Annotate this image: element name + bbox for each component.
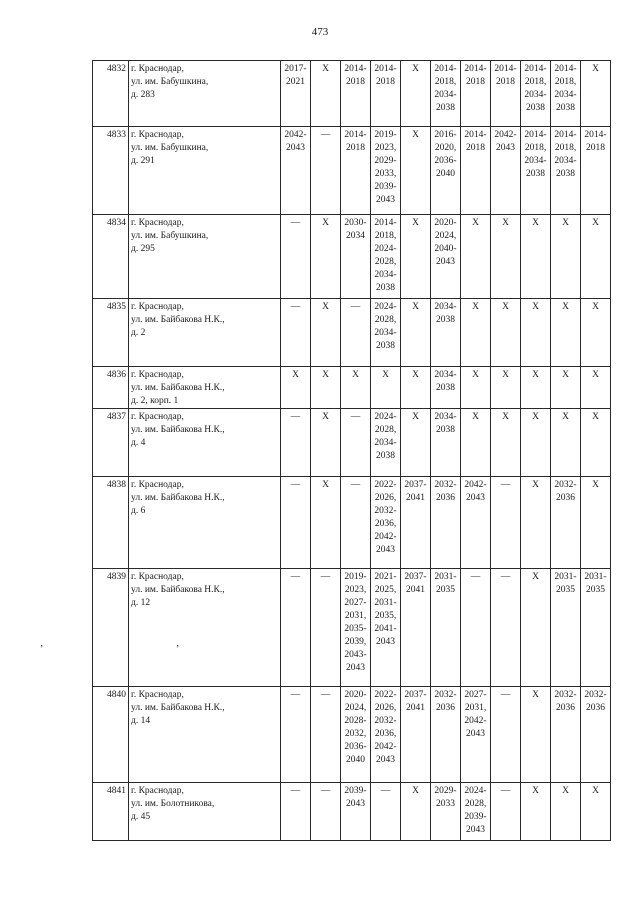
- schedule-cell-c7: 2024- 2028, 2039- 2043: [461, 783, 491, 841]
- table-row: [93, 299, 611, 367]
- schedule-cell-c11: X: [581, 215, 611, 299]
- schedule-cell-c9: 2014- 2018, 2034- 2038: [521, 127, 551, 215]
- schedule-cell-c5: X: [401, 783, 431, 841]
- schedule-cell-c2: X: [311, 367, 341, 409]
- schedule-cell-c4: 2019- 2023, 2029- 2033, 2039- 2043: [371, 127, 401, 215]
- address-cell: [129, 477, 281, 569]
- page-number: 473: [311, 26, 329, 38]
- schedule-cell-c6: 2032- 2036: [431, 687, 461, 783]
- schedule-cell-c3: —: [341, 477, 371, 569]
- schedule-cell-c9: X: [521, 569, 551, 687]
- schedule-cell-c10: X: [551, 783, 581, 841]
- row-number: 4833: [93, 127, 129, 215]
- schedule-cell-c7: 2042- 2043: [461, 477, 491, 569]
- schedule-cell-c2: —: [311, 127, 341, 215]
- row-number: 4841: [93, 783, 129, 841]
- row-number: 4834: [93, 215, 129, 299]
- address-line: д. 4: [131, 438, 146, 448]
- row-number: 4836: [93, 367, 129, 409]
- schedule-cell-c2: X: [311, 409, 341, 477]
- schedule-cell-c11: X: [581, 783, 611, 841]
- schedule-cell-c5: X: [401, 299, 431, 367]
- address-line: ул. им. Бабушкина,: [131, 77, 209, 87]
- schedule-cell-c1: X: [281, 367, 311, 409]
- address-line: ул. им. Байбакова Н.К.,: [131, 425, 225, 435]
- address-line: г. Краснодар,: [131, 218, 184, 228]
- schedule-cell-c4: —: [371, 783, 401, 841]
- schedule-cell-c1: —: [281, 687, 311, 783]
- address-line: г. Краснодар,: [131, 64, 184, 74]
- table-row: [93, 215, 611, 299]
- schedule-cell-c3: 2014- 2018: [341, 127, 371, 215]
- table-row: [93, 783, 611, 841]
- schedule-cell-c7: 2014- 2018: [461, 61, 491, 127]
- schedule-cell-c7: X: [461, 367, 491, 409]
- schedule-cell-c11: X: [581, 477, 611, 569]
- schedule-cell-c11: X: [581, 367, 611, 409]
- address-cell: [129, 299, 281, 367]
- schedule-cell-c5: 2037- 2041: [401, 477, 431, 569]
- scan-speck: ʼ: [176, 644, 180, 655]
- schedule-cell-c3: X: [341, 367, 371, 409]
- schedule-cell-c10: X: [551, 215, 581, 299]
- schedule-cell-c9: X: [521, 367, 551, 409]
- schedule-cell-c5: X: [401, 127, 431, 215]
- row-number: 4835: [93, 299, 129, 367]
- address-line: д. 291: [131, 156, 155, 166]
- schedule-cell-c11: X: [581, 409, 611, 477]
- schedule-cell-c7: X: [461, 215, 491, 299]
- schedule-cell-c5: X: [401, 367, 431, 409]
- row-number: 4832: [93, 61, 129, 127]
- schedule-cell-c10: 2014- 2018, 2034- 2038: [551, 127, 581, 215]
- schedule-cell-c7: 2027- 2031, 2042- 2043: [461, 687, 491, 783]
- schedule-cell-c9: X: [521, 477, 551, 569]
- table-row: [93, 367, 611, 409]
- address-line: д. 45: [131, 812, 151, 822]
- schedule-cell-c4: 2021- 2025, 2031- 2035, 2041- 2043: [371, 569, 401, 687]
- address-line: г. Краснодар,: [131, 480, 184, 490]
- schedule-cell-c5: 2037- 2041: [401, 687, 431, 783]
- schedule-cell-c11: X: [581, 61, 611, 127]
- schedule-cell-c3: 2039- 2043: [341, 783, 371, 841]
- address-line: г. Краснодар,: [131, 370, 184, 380]
- schedule-cell-c8: —: [491, 783, 521, 841]
- table-row: [93, 687, 611, 783]
- scan-speck: ʼ: [40, 644, 44, 655]
- address-cell: [129, 687, 281, 783]
- address-line: ул. им. Байбакова Н.К.,: [131, 315, 225, 325]
- table-body: [93, 61, 611, 841]
- schedule-cell-c9: 2014- 2018, 2034- 2038: [521, 61, 551, 127]
- schedule-cell-c9: X: [521, 687, 551, 783]
- schedule-cell-c10: 2032- 2036: [551, 477, 581, 569]
- schedule-cell-c1: 2042- 2043: [281, 127, 311, 215]
- schedule-cell-c1: —: [281, 409, 311, 477]
- schedule-cell-c10: X: [551, 409, 581, 477]
- schedule-cell-c4: 2014- 2018, 2024- 2028, 2034- 2038: [371, 215, 401, 299]
- schedule-cell-c3: 2030- 2034: [341, 215, 371, 299]
- schedule-cell-c5: X: [401, 61, 431, 127]
- address-line: г. Краснодар,: [131, 786, 184, 796]
- address-line: ул. им. Болотникова,: [131, 799, 215, 809]
- address-cell: [129, 409, 281, 477]
- address-line: ул. им. Байбакова Н.К.,: [131, 383, 225, 393]
- address-line: г. Краснодар,: [131, 130, 184, 140]
- schedule-cell-c8: —: [491, 569, 521, 687]
- schedule-cell-c6: 2032- 2036: [431, 477, 461, 569]
- table-row: [93, 569, 611, 687]
- address-line: ул. им. Байбакова Н.К.,: [131, 493, 225, 503]
- schedule-cell-c2: X: [311, 215, 341, 299]
- schedule-cell-c9: X: [521, 299, 551, 367]
- schedule-cell-c3: —: [341, 409, 371, 477]
- address-line: ул. им. Байбакова Н.К.,: [131, 585, 225, 595]
- schedule-cell-c2: —: [311, 687, 341, 783]
- schedule-cell-c11: X: [581, 299, 611, 367]
- schedule-cell-c7: 2014- 2018: [461, 127, 491, 215]
- schedule-cell-c11: 2032- 2036: [581, 687, 611, 783]
- schedule-cell-c4: 2022- 2026, 2032- 2036, 2042- 2043: [371, 687, 401, 783]
- schedule-cell-c10: 2032- 2036: [551, 687, 581, 783]
- schedule-cell-c9: X: [521, 409, 551, 477]
- address-line: г. Краснодар,: [131, 690, 184, 700]
- schedule-cell-c5: 2037- 2041: [401, 569, 431, 687]
- address-cell: [129, 215, 281, 299]
- address-cell: [129, 61, 281, 127]
- schedule-cell-c1: —: [281, 477, 311, 569]
- schedule-cell-c8: X: [491, 215, 521, 299]
- schedule-cell-c10: 2014- 2018, 2034- 2038: [551, 61, 581, 127]
- schedule-cell-c5: X: [401, 409, 431, 477]
- schedule-cell-c3: —: [341, 299, 371, 367]
- housing-repair-schedule-table: [92, 60, 611, 841]
- schedule-cell-c4: 2024- 2028, 2034- 2038: [371, 299, 401, 367]
- schedule-cell-c8: —: [491, 687, 521, 783]
- schedule-cell-c10: X: [551, 367, 581, 409]
- address-line: д. 2, корп. 1: [131, 396, 179, 406]
- schedule-cell-c4: 2022- 2026, 2032- 2036, 2042- 2043: [371, 477, 401, 569]
- schedule-cell-c2: X: [311, 61, 341, 127]
- schedule-cell-c11: 2014- 2018: [581, 127, 611, 215]
- row-number: 4837: [93, 409, 129, 477]
- address-cell: [129, 783, 281, 841]
- address-line: ул. им. Бабушкина,: [131, 231, 209, 241]
- schedule-cell-c1: 2017- 2021: [281, 61, 311, 127]
- schedule-cell-c8: X: [491, 409, 521, 477]
- address-cell: [129, 569, 281, 687]
- schedule-cell-c3: 2019- 2023, 2027- 2031, 2035- 2039, 2043- 2043: [341, 569, 371, 687]
- schedule-cell-c8: X: [491, 367, 521, 409]
- schedule-cell-c1: —: [281, 299, 311, 367]
- table-row: [93, 127, 611, 215]
- schedule-cell-c1: —: [281, 783, 311, 841]
- schedule-cell-c8: 2014- 2018: [491, 61, 521, 127]
- schedule-cell-c7: —: [461, 569, 491, 687]
- address-line: г. Краснодар,: [131, 412, 184, 422]
- schedule-cell-c7: X: [461, 409, 491, 477]
- schedule-cell-c9: X: [521, 215, 551, 299]
- schedule-cell-c6: 2034- 2038: [431, 409, 461, 477]
- schedule-cell-c1: —: [281, 569, 311, 687]
- schedule-cell-c6: 2014- 2018, 2034- 2038: [431, 61, 461, 127]
- schedule-cell-c1: —: [281, 215, 311, 299]
- address-line: д. 2: [131, 328, 146, 338]
- schedule-cell-c6: 2031- 2035: [431, 569, 461, 687]
- schedule-cell-c6: 2034- 2038: [431, 299, 461, 367]
- address-line: д. 6: [131, 506, 146, 516]
- address-line: д. 283: [131, 90, 155, 100]
- schedule-cell-c6: 2034- 2038: [431, 367, 461, 409]
- row-number: 4840: [93, 687, 129, 783]
- schedule-cell-c2: X: [311, 299, 341, 367]
- address-cell: [129, 127, 281, 215]
- schedule-cell-c3: 2020- 2024, 2028- 2032, 2036- 2040: [341, 687, 371, 783]
- schedule-cell-c2: X: [311, 477, 341, 569]
- schedule-cell-c10: X: [551, 299, 581, 367]
- schedule-cell-c8: 2042- 2043: [491, 127, 521, 215]
- address-cell: [129, 367, 281, 409]
- schedule-cell-c9: X: [521, 783, 551, 841]
- schedule-cell-c2: —: [311, 569, 341, 687]
- schedule-cell-c4: 2024- 2028, 2034- 2038: [371, 409, 401, 477]
- schedule-cell-c10: 2031- 2035: [551, 569, 581, 687]
- row-number: 4839: [93, 569, 129, 687]
- table-row: [93, 409, 611, 477]
- schedule-cell-c4: X: [371, 367, 401, 409]
- schedule-cell-c8: —: [491, 477, 521, 569]
- address-line: д. 14: [131, 716, 151, 726]
- schedule-cell-c7: X: [461, 299, 491, 367]
- schedule-cell-c6: 2029- 2033: [431, 783, 461, 841]
- table-row: [93, 61, 611, 127]
- address-line: ул. им. Байбакова Н.К.,: [131, 703, 225, 713]
- schedule-cell-c2: —: [311, 783, 341, 841]
- schedule-cell-c6: 2020- 2024, 2040- 2043: [431, 215, 461, 299]
- address-line: г. Краснодар,: [131, 572, 184, 582]
- row-number: 4838: [93, 477, 129, 569]
- address-line: г. Краснодар,: [131, 302, 184, 312]
- table-row: [93, 477, 611, 569]
- address-line: д. 12: [131, 598, 151, 608]
- schedule-cell-c6: 2016- 2020, 2036- 2040: [431, 127, 461, 215]
- schedule-cell-c5: X: [401, 215, 431, 299]
- schedule-cell-c4: 2014- 2018: [371, 61, 401, 127]
- schedule-cell-c8: X: [491, 299, 521, 367]
- address-line: ул. им. Бабушкина,: [131, 143, 209, 153]
- schedule-cell-c3: 2014- 2018: [341, 61, 371, 127]
- address-line: д. 295: [131, 244, 155, 254]
- schedule-cell-c11: 2031- 2035: [581, 569, 611, 687]
